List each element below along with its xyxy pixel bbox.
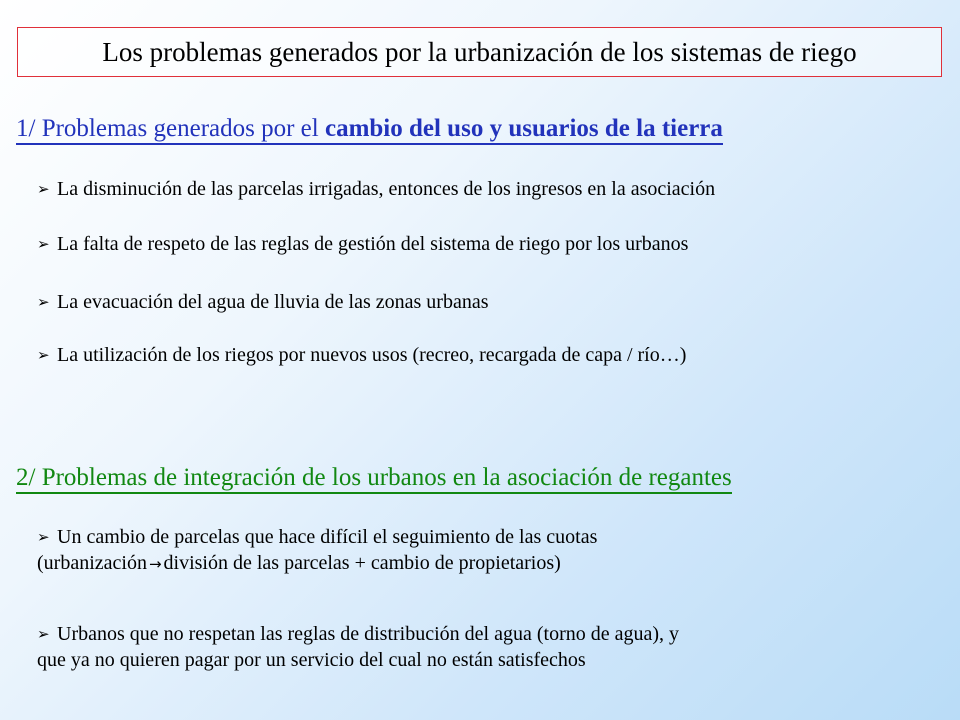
bullet-text: que ya no quieren pagar por un servicio del cual no están satisfechos	[37, 649, 586, 672]
bullet-line-1	[37, 621, 679, 647]
section-2-heading: 2/ Problemas de integración de los urbanos en la asociación de regantes	[16, 464, 732, 494]
bullet-text: La disminución de las parcelas irrigadas, entonces de los ingresos en la asociación	[57, 178, 716, 200]
section-1-connector: y	[483, 115, 509, 142]
section-1-prefix: Problemas generados por el	[35, 115, 325, 142]
section-2-bullet-2	[37, 621, 679, 674]
bullet-text: La falta de respeto de las reglas de gestión del sistema de riego por los urbanos	[57, 233, 689, 255]
section-1-bold-land-users: usuarios de la tierra	[508, 115, 723, 142]
arrow-bullet-icon: ➢	[37, 235, 50, 253]
bullet-text: La utilización de los riegos por nuevos usos (recreo, recargada de capa / río…)	[57, 344, 687, 366]
section-1-bullet-4	[37, 342, 686, 368]
section-1-bullet-1	[37, 176, 715, 202]
arrow-bullet-icon: ➢	[37, 180, 50, 198]
section-1-bullet-3	[37, 289, 488, 315]
bullet-line-2	[37, 550, 597, 576]
slide-title: Los problemas generados por la urbanización de los sistemas de riego	[102, 36, 857, 67]
arrow-right-icon: →	[148, 555, 162, 574]
arrow-bullet-icon: ➢	[37, 528, 50, 546]
section-1-bullet-2	[37, 231, 688, 257]
arrow-bullet-icon: ➢	[37, 346, 50, 364]
arrow-bullet-icon: ➢	[37, 293, 50, 311]
section-2-bullet-1	[37, 524, 597, 577]
arrow-bullet-icon: ➢	[37, 625, 50, 643]
bullet-text-part-a: (urbanización	[37, 552, 147, 575]
title-box	[17, 27, 942, 77]
bullet-text: La evacuación del agua de lluvia de las zonas urbanas	[57, 291, 489, 313]
bullet-line-1	[37, 524, 597, 550]
bullet-text-part-b: división de las parcelas + cambio de propietarios)	[163, 552, 561, 575]
section-1-number: 1/	[16, 115, 36, 142]
bullet-line-2	[37, 647, 679, 673]
bullet-text: Urbanos que no respetan las reglas de distribución del agua (torno de agua), y	[57, 623, 680, 645]
section-1-heading	[16, 115, 723, 145]
section-1-bold-land-use: cambio del uso	[324, 115, 484, 142]
bullet-text: Un cambio de parcelas que hace difícil el seguimiento de las cuotas	[57, 526, 598, 548]
